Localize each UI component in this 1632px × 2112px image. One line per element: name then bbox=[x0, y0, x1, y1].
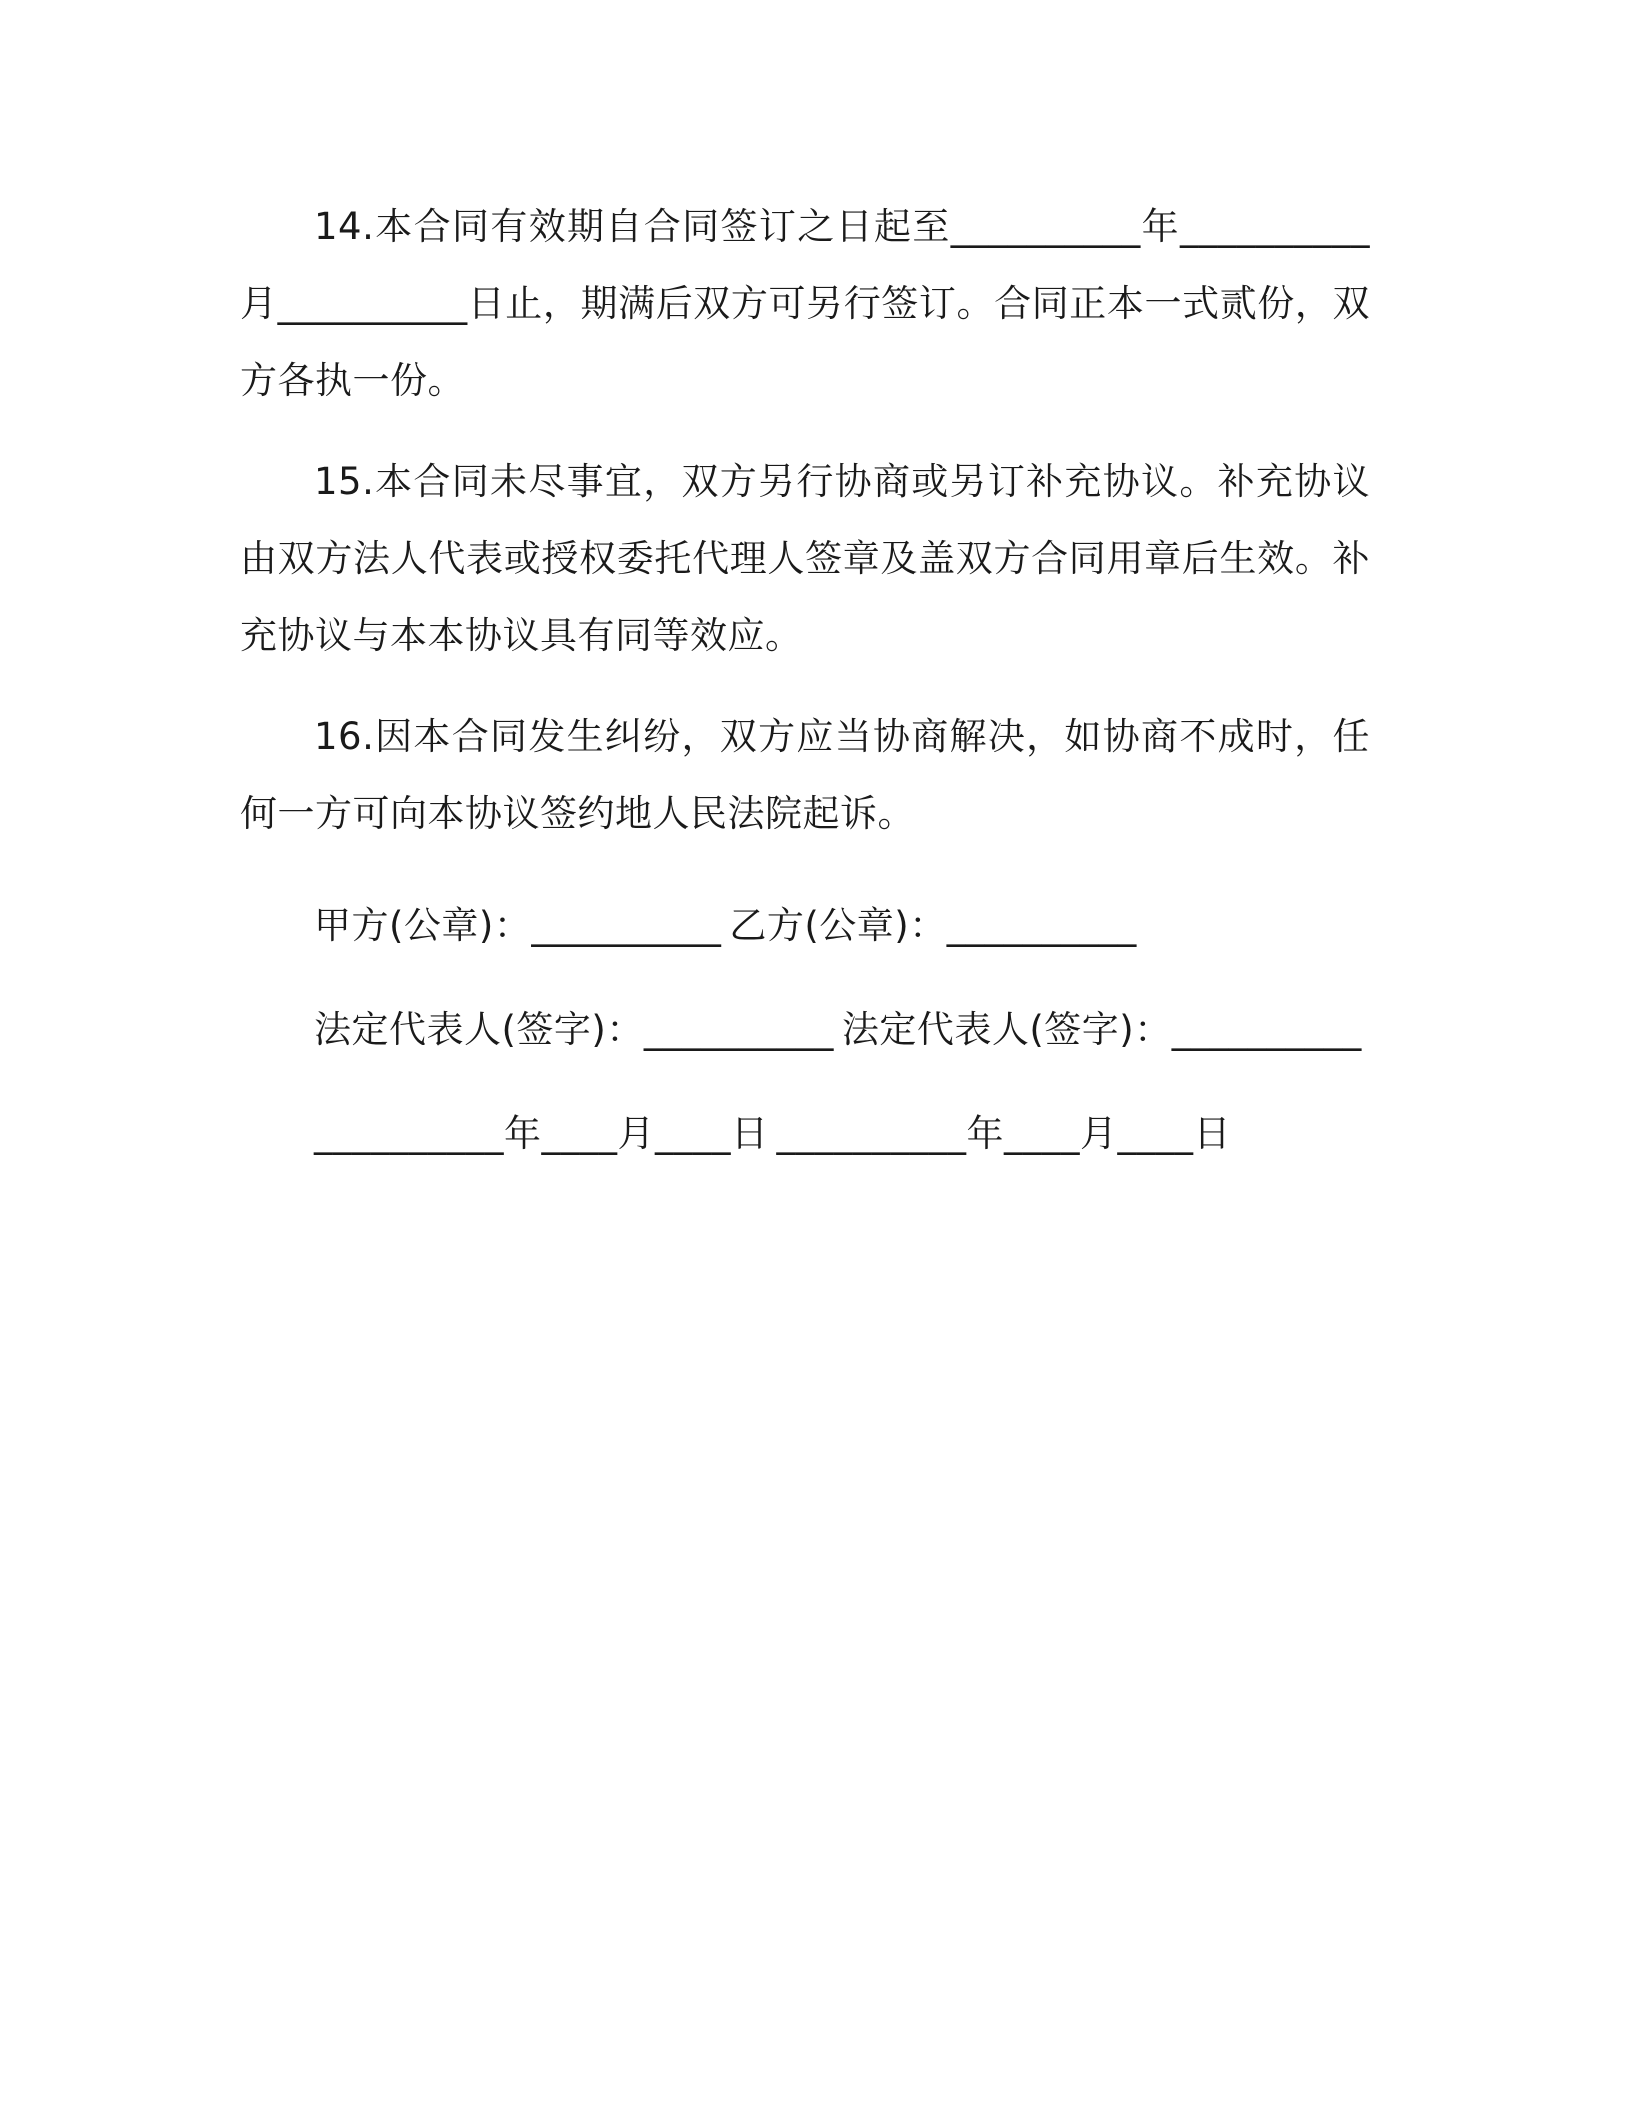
seal-line bbox=[240, 874, 1370, 978]
party-b-representative: 法定代表人(签字)：__________ bbox=[841, 1008, 1362, 1051]
clause-15: 15.本合同未尽事宜，双方另行协商或另订补充协议。补充协议由双方法人代表或授权委托代理人签章及盖双方合同用章后生效。补充协议与本本协议具有同等效应。 bbox=[240, 460, 1370, 657]
clause-14: 14.本合同有效期自合同签订之日起至__________年__________月__________日止，期满后双方可另行签订。合同正本一式贰份，双方各执一份。 bbox=[240, 205, 1370, 402]
signature-block bbox=[240, 874, 1370, 1186]
party-a-date: __________年____月____日 bbox=[314, 1112, 769, 1155]
party-b-date: __________年____月____日 bbox=[776, 1112, 1231, 1155]
party-b-seal: 乙方(公章)：__________ bbox=[729, 904, 1137, 947]
party-a-representative: 法定代表人(签字)：__________ bbox=[314, 1008, 834, 1051]
clause-16: 16.因本合同发生纠纷，双方应当协商解决，如协商不成时，任何一方可向本协议签约地人民法院起诉。 bbox=[240, 715, 1370, 835]
date-line bbox=[240, 1082, 1370, 1186]
representative-line bbox=[240, 978, 1370, 1082]
party-a-seal: 甲方(公章)：__________ bbox=[314, 904, 722, 947]
document-body bbox=[240, 188, 1370, 1186]
